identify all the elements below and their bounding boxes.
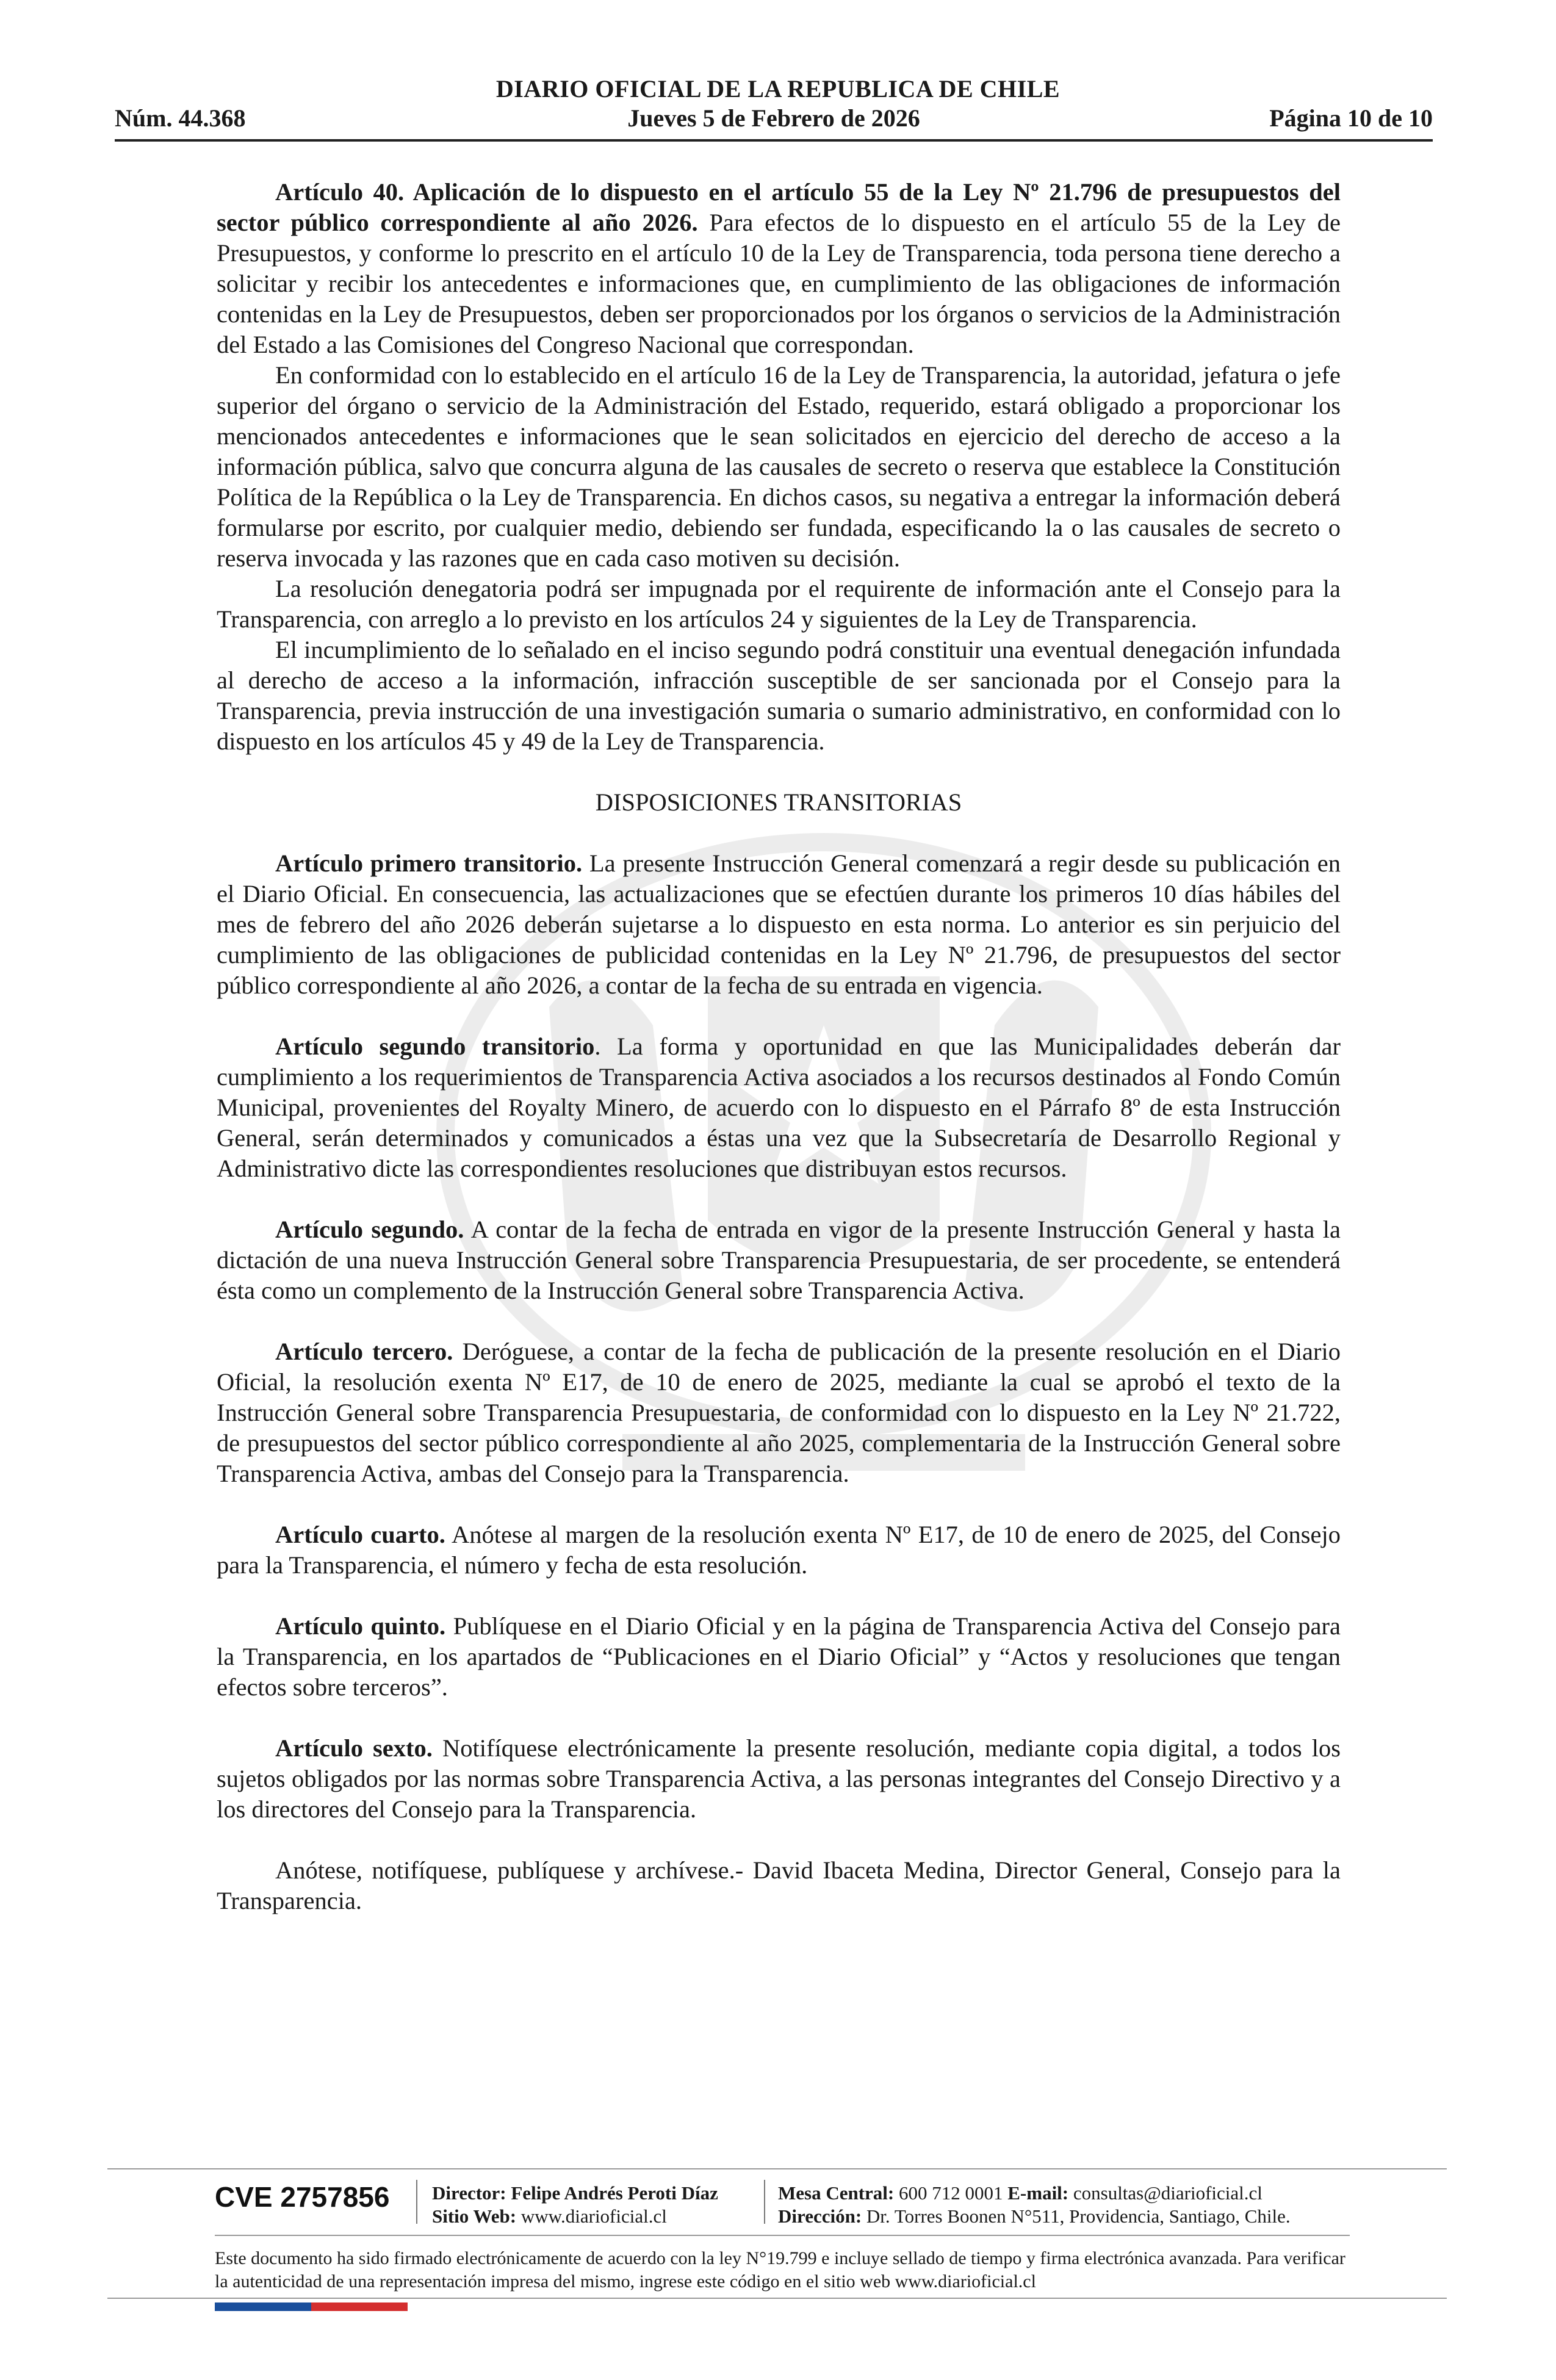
- paragraph: En conformidad con lo establecido en el artículo 16 de la Ley de Transparencia, la autoridad, jefatura o jefe superior del órgano o servicio de la Administración del Estado, requerido, estará obligado a proporcionar los mencionados antecedentes e informaciones que le sean solicitados en ejercicio del derecho de acceso a la información pública, salvo que concurra alguna de las causales de secreto o reserva que establece la Constitución Política de la República o la Ley de Transparencia. En dichos casos, su negativa a entregar la información deberá formularse por escrito, por cualquier medio, debiendo ser fundada, especificando la o las causales de secreto o reserva invocada y las razones que en cada caso motiven su decisión.: [217, 361, 1341, 572]
- director-name: Felipe Andrés Peroti Díaz: [506, 2182, 718, 2204]
- email-label: E-mail:: [1007, 2182, 1069, 2204]
- article-fifth: [217, 1611, 1341, 1703]
- flag-red-band: [311, 2302, 408, 2311]
- website-label: Sitio Web:: [432, 2205, 517, 2227]
- issue-date: Jueves 5 de Febrero de 2026: [627, 104, 920, 132]
- document-body: [217, 177, 1341, 1916]
- footer-divider-bottom: [107, 2298, 1447, 2299]
- closing-paragraph: Anótese, notifíquese, publíquese y archívese.- David Ibaceta Medina, Director General, Consejo para la Transparencia.: [217, 1856, 1341, 1914]
- footer-contact-block: [778, 2182, 1291, 2228]
- article-text: Deróguese, a contar de la fecha de publicación de la presente resolución en el Diario Oficial, la resolución exenta Nº E17, de 10 de enero de 2025, mediante la cual se aprobó el texto de la Instrucción General sobre Transparencia Presupuestaria, de conformidad con lo dispuesto en la Ley Nº 21.722, de presupuestos del sector público correspondiente al año 2025, complementaria de la Instrucción General sobre Transparencia Activa, ambas del Consejo para la Transparencia.: [217, 1338, 1341, 1487]
- article-first-transitory: [217, 848, 1341, 1001]
- article-second-transitory: [217, 1031, 1341, 1184]
- paragraph: La resolución denegatoria podrá ser impugnada por el requirente de información ante el Consejo para la Transparencia, con arreglo a lo previsto en los artículos 24 y siguientes de la Ley de Transparencia.: [217, 575, 1341, 633]
- address-value: Dr. Torres Boonen N°511, Providencia, Santiago, Chile.: [862, 2205, 1291, 2227]
- header-row: [115, 104, 1433, 134]
- article-heading: Artículo tercero.: [275, 1338, 453, 1365]
- article-text: Publíquese en el Diario Oficial y en la página de Transparencia Activa del Consejo para la Transparencia, en los apartados de “Publicaciones en el Diario Oficial” y “Actos y resoluciones que tengan efectos sobre terceros”.: [217, 1612, 1341, 1701]
- article-text: La presente Instrucción General comenzará a regir desde su publicación en el Diario Oficial. En consecuencia, las actualizaciones que se efectúen durante los primeros 10 días hábiles del mes de febrero del año 2026 deberán sujetarse a lo dispuesto en esta norma. Lo anterior es sin perjuicio del cumplimiento de las obligaciones de publicidad contenidas en la Ley Nº 21.796, de presupuestos del sector público correspondiente al año 2026, a contar de la fecha de su entrada en vigencia.: [217, 849, 1341, 999]
- article-heading: Artículo quinto.: [275, 1612, 446, 1640]
- article-heading: Artículo segundo.: [275, 1216, 464, 1243]
- phone-value: 600 712 0001: [894, 2182, 1008, 2204]
- footer-divider-mid: [215, 2235, 1350, 2236]
- article-text: Notifíquese electrónicamente la presente resolución, mediante copia digital, a todos los sujetos obligados por las normas sobre Transparencia Activa, a las personas integrantes del Consejo Directivo y a los directores del Consejo para la Transparencia.: [217, 1734, 1341, 1823]
- article-heading: Artículo segundo transitorio: [275, 1033, 595, 1060]
- article-heading: Artículo sexto.: [275, 1734, 433, 1762]
- footer-director-block: [432, 2182, 718, 2228]
- section-title: DISPOSICIONES TRANSITORIAS: [595, 788, 962, 816]
- paragraph: El incumplimiento de lo señalado en el inciso segundo podrá constituir una eventual denegación infundada al derecho de acceso a la información, infracción susceptible de ser sancionada por el Consejo para la Transparencia, previa instrucción de una investigación sumaria o sumario administrativo, en conformidad con lo dispuesto en los artículos 45 y 49 de la Ley de Transparencia.: [217, 636, 1341, 755]
- cve-code: CVE 2757856: [215, 2181, 390, 2213]
- director-label: Director:: [432, 2182, 506, 2204]
- issue-number: Núm. 44.368: [115, 104, 246, 132]
- article-text: . La forma y oportunidad en que las Municipalidades deberán dar cumplimiento a los requerimientos de Transparencia Activa asociados a los recursos destinados al Fondo Común Municipal, provenientes del Royalty Minero, de acuerdo con lo dispuesto en el Párrafo 8º de esta Instrucción General, serán determinados y comunicados a éstas una vez que la Subsecretaría de Desarrollo Regional y Administrativo dicte las correspondientes resoluciones que distribuyan estos recursos.: [217, 1033, 1341, 1182]
- article-40: [217, 177, 1341, 360]
- website-link[interactable]: www.diarioficial.cl: [516, 2205, 667, 2227]
- article-fourth: [217, 1520, 1341, 1581]
- newspaper-title: DIARIO OFICIAL DE LA REPUBLICA DE CHILE: [495, 75, 1061, 103]
- address-label: Dirección:: [778, 2205, 862, 2227]
- phone-label: Mesa Central:: [778, 2182, 895, 2204]
- email-link[interactable]: consultas@diarioficial.cl: [1068, 2182, 1262, 2204]
- article-text: A contar de la fecha de entrada en vigor de la presente Instrucción General y hasta la dictación de una nueva Instrucción General sobre Transparencia Presupuestaria, de ser procedente, se entenderá ésta como un complemento de la Instrucción General sobre Transparencia Activa.: [217, 1216, 1341, 1304]
- signature-note: Este documento ha sido firmado electrónicamente de acuerdo con la ley N°19.799 e incluye sellado de tiempo y firma electrónica avanzada. Para verificar la autenticidad de una representación impresa del mismo, ingrese este código en el sitio web www.diarioficial.cl: [215, 2248, 1345, 2292]
- footer-separator: [764, 2180, 765, 2224]
- article-text: Para efectos de lo dispuesto en el artículo 55 de la Ley de Presupuestos, y conforme lo prescrito en el artículo 10 de la Ley de Transparencia, toda persona tiene derecho a solicitar y recibir los antecedentes e informaciones que, en cumplimiento de las obligaciones de información contenidas en la Ley de Presupuestos, deben ser proporcionados por los órganos o servicios de la Administración del Estado a las Comisiones del Congreso Nacional que correspondan.: [217, 209, 1341, 358]
- article-second: [217, 1214, 1341, 1306]
- footer-separator: [416, 2180, 417, 2224]
- article-heading: Artículo primero transitorio.: [275, 849, 583, 877]
- flag-blue-band: [215, 2302, 311, 2311]
- article-heading: Artículo 40. Aplicación de lo dispuesto en el artículo 55 de la Ley Nº 21.796 de presupuestos del sector público correspondiente al año 2026.: [217, 178, 1341, 236]
- article-text: Anótese al margen de la resolución exenta Nº E17, de 10 de enero de 2025, del Consejo para la Transparencia, el número y fecha de esta resolución.: [217, 1521, 1341, 1579]
- article-heading: Artículo cuarto.: [275, 1521, 445, 1548]
- header-divider: [115, 139, 1433, 142]
- article-third: [217, 1336, 1341, 1489]
- page-number: Página 10 de 10: [1269, 104, 1433, 132]
- footer-divider-top: [107, 2168, 1447, 2169]
- flag-stripe: [215, 2302, 408, 2311]
- article-sixth: [217, 1733, 1341, 1825]
